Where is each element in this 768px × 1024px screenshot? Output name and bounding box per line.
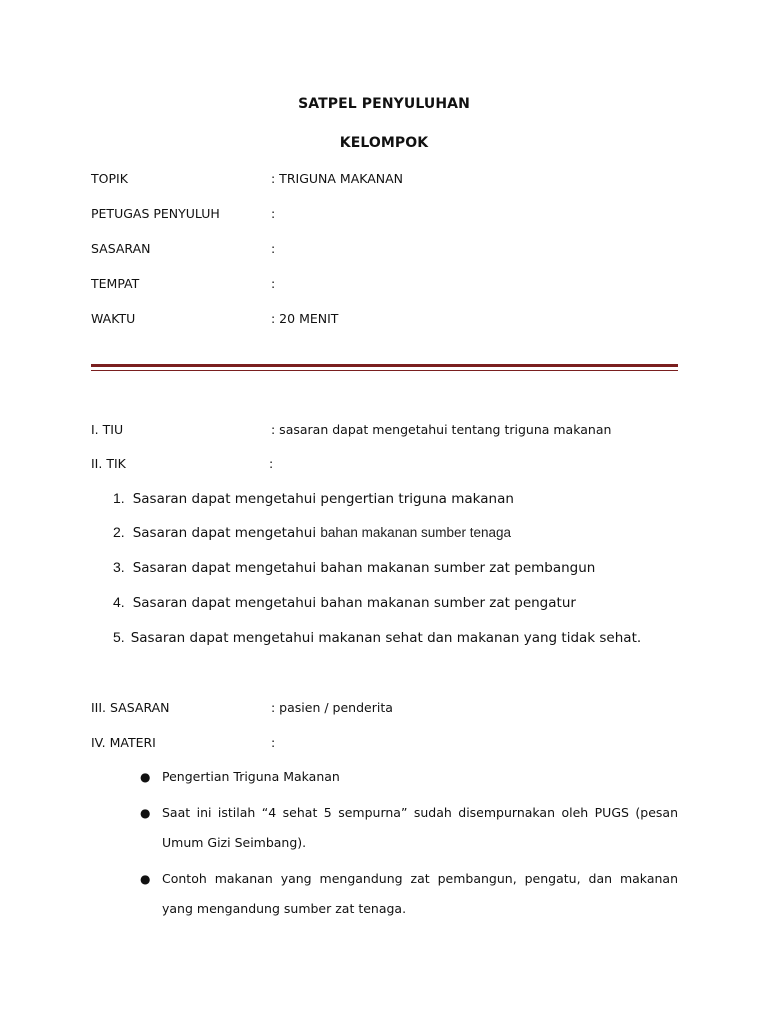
info-label: TOPIK xyxy=(91,171,128,186)
tik-item-number: 3. xyxy=(113,559,125,575)
document-subtitle: KELOMPOK xyxy=(339,135,429,151)
tik-item-text: Sasaran dapat mengetahui xyxy=(132,525,321,541)
bullet-icon: ● xyxy=(140,806,151,820)
info-label: WAKTU xyxy=(91,311,136,326)
tik-item-3 xyxy=(113,559,595,576)
info-value: : xyxy=(271,206,276,221)
tik-label: II. TIK xyxy=(91,456,126,471)
tik-item-text: Sasaran dapat mengetahui makanan sehat dan makanan yang tidak sehat. xyxy=(130,630,642,646)
info-label: PETUGAS PENYULUH xyxy=(91,206,220,221)
tik-item-text: Sasaran dapat mengetahui bahan makanan sumber zat pembangun xyxy=(132,560,596,576)
info-label: SASARAN xyxy=(91,241,151,256)
materi-item-text: Contoh makanan yang mengandung zat pembangun, pengatu, dan makanan yang mengandung sumber zat tenaga. xyxy=(162,871,678,916)
tik-item-number: 4. xyxy=(113,594,125,610)
divider-thin xyxy=(91,370,678,371)
tik-value: : xyxy=(269,456,274,471)
bullet-icon: ● xyxy=(140,770,151,784)
materi-label: IV. MATERI xyxy=(91,735,156,750)
tik-item-number: 1. xyxy=(113,490,125,506)
tiu-value: : sasaran dapat mengetahui tentang triguna makanan xyxy=(271,422,612,437)
sasaran-value: : pasien / penderita xyxy=(271,700,393,715)
tik-item-text-alt: bahan makanan sumber tenaga xyxy=(320,525,512,540)
divider-thick xyxy=(91,364,678,367)
tik-item-2 xyxy=(113,524,511,541)
info-value: : xyxy=(271,276,276,291)
document-title: SATPEL PENYULUHAN xyxy=(298,96,470,112)
materi-item-text: Saat ini istilah “4 sehat 5 sempurna” sudah disempurnakan oleh PUGS (pesan Umum Gizi Seimbang). xyxy=(162,805,678,850)
tik-item-text: Sasaran dapat mengetahui bahan makanan sumber zat pengatur xyxy=(132,595,576,611)
tik-item-number: 5. xyxy=(113,629,125,645)
tik-item-1 xyxy=(113,490,514,507)
tik-item-number: 2. xyxy=(113,524,125,540)
info-value: : TRIGUNA MAKANAN xyxy=(271,171,404,186)
tiu-label: I. TIU xyxy=(91,422,124,437)
info-value: : xyxy=(271,241,276,256)
tik-item-5 xyxy=(113,629,641,646)
info-label: TEMPAT xyxy=(91,276,140,291)
materi-value: : xyxy=(271,735,276,750)
tik-item-text: Sasaran dapat mengetahui pengertian triguna makanan xyxy=(132,491,514,507)
sasaran-label: III. SASARAN xyxy=(91,700,170,715)
materi-item-text: Pengertian Triguna Makanan xyxy=(162,769,340,784)
bullet-icon: ● xyxy=(140,872,151,886)
info-value: : 20 MENIT xyxy=(271,311,339,326)
tik-item-4 xyxy=(113,594,576,611)
